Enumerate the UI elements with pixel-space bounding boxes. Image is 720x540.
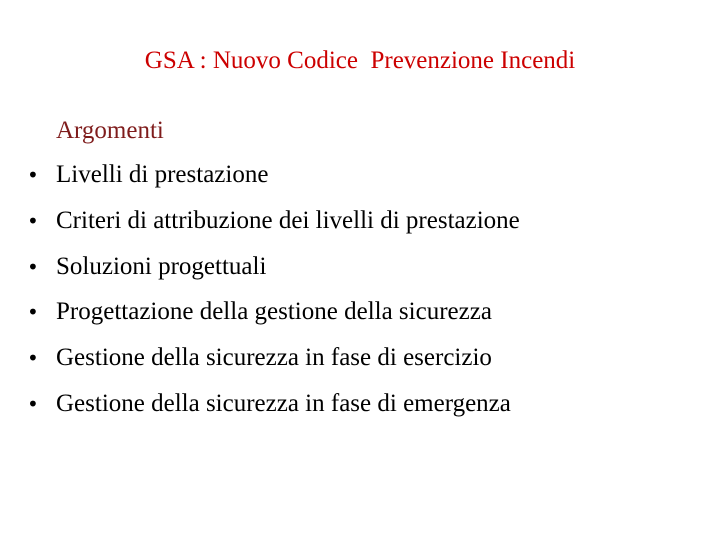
bullet-icon: • (27, 391, 39, 416)
list-item (0, 204, 520, 250)
list-item (0, 387, 511, 433)
list-item (0, 250, 267, 296)
bullet-icon: • (27, 208, 39, 233)
list-item (0, 295, 492, 341)
bullet-text: Soluzioni progettuali (56, 252, 267, 280)
bullet-list (0, 158, 520, 433)
bullet-text: Gestione della sicurezza in fase di esercizio (56, 344, 492, 372)
bullet-text: Livelli di prestazione (56, 161, 269, 188)
list-item (0, 158, 269, 204)
bullet-text: Progettazione della gestione della sicurezza (56, 298, 492, 326)
slide-subtitle: Argomenti (56, 117, 164, 144)
slide-title: GSA : Nuovo Codice Prevenzione Incendi (144, 47, 576, 74)
bullet-text: Gestione della sicurezza in fase di emergenza (56, 389, 511, 417)
list-item (0, 341, 492, 387)
bullet-icon: • (27, 346, 39, 371)
bullet-text: Criteri di attribuzione dei livelli di prestazione (56, 206, 520, 234)
bullet-icon: • (27, 163, 39, 187)
bullet-icon: • (27, 300, 39, 325)
bullet-icon: • (27, 254, 39, 279)
